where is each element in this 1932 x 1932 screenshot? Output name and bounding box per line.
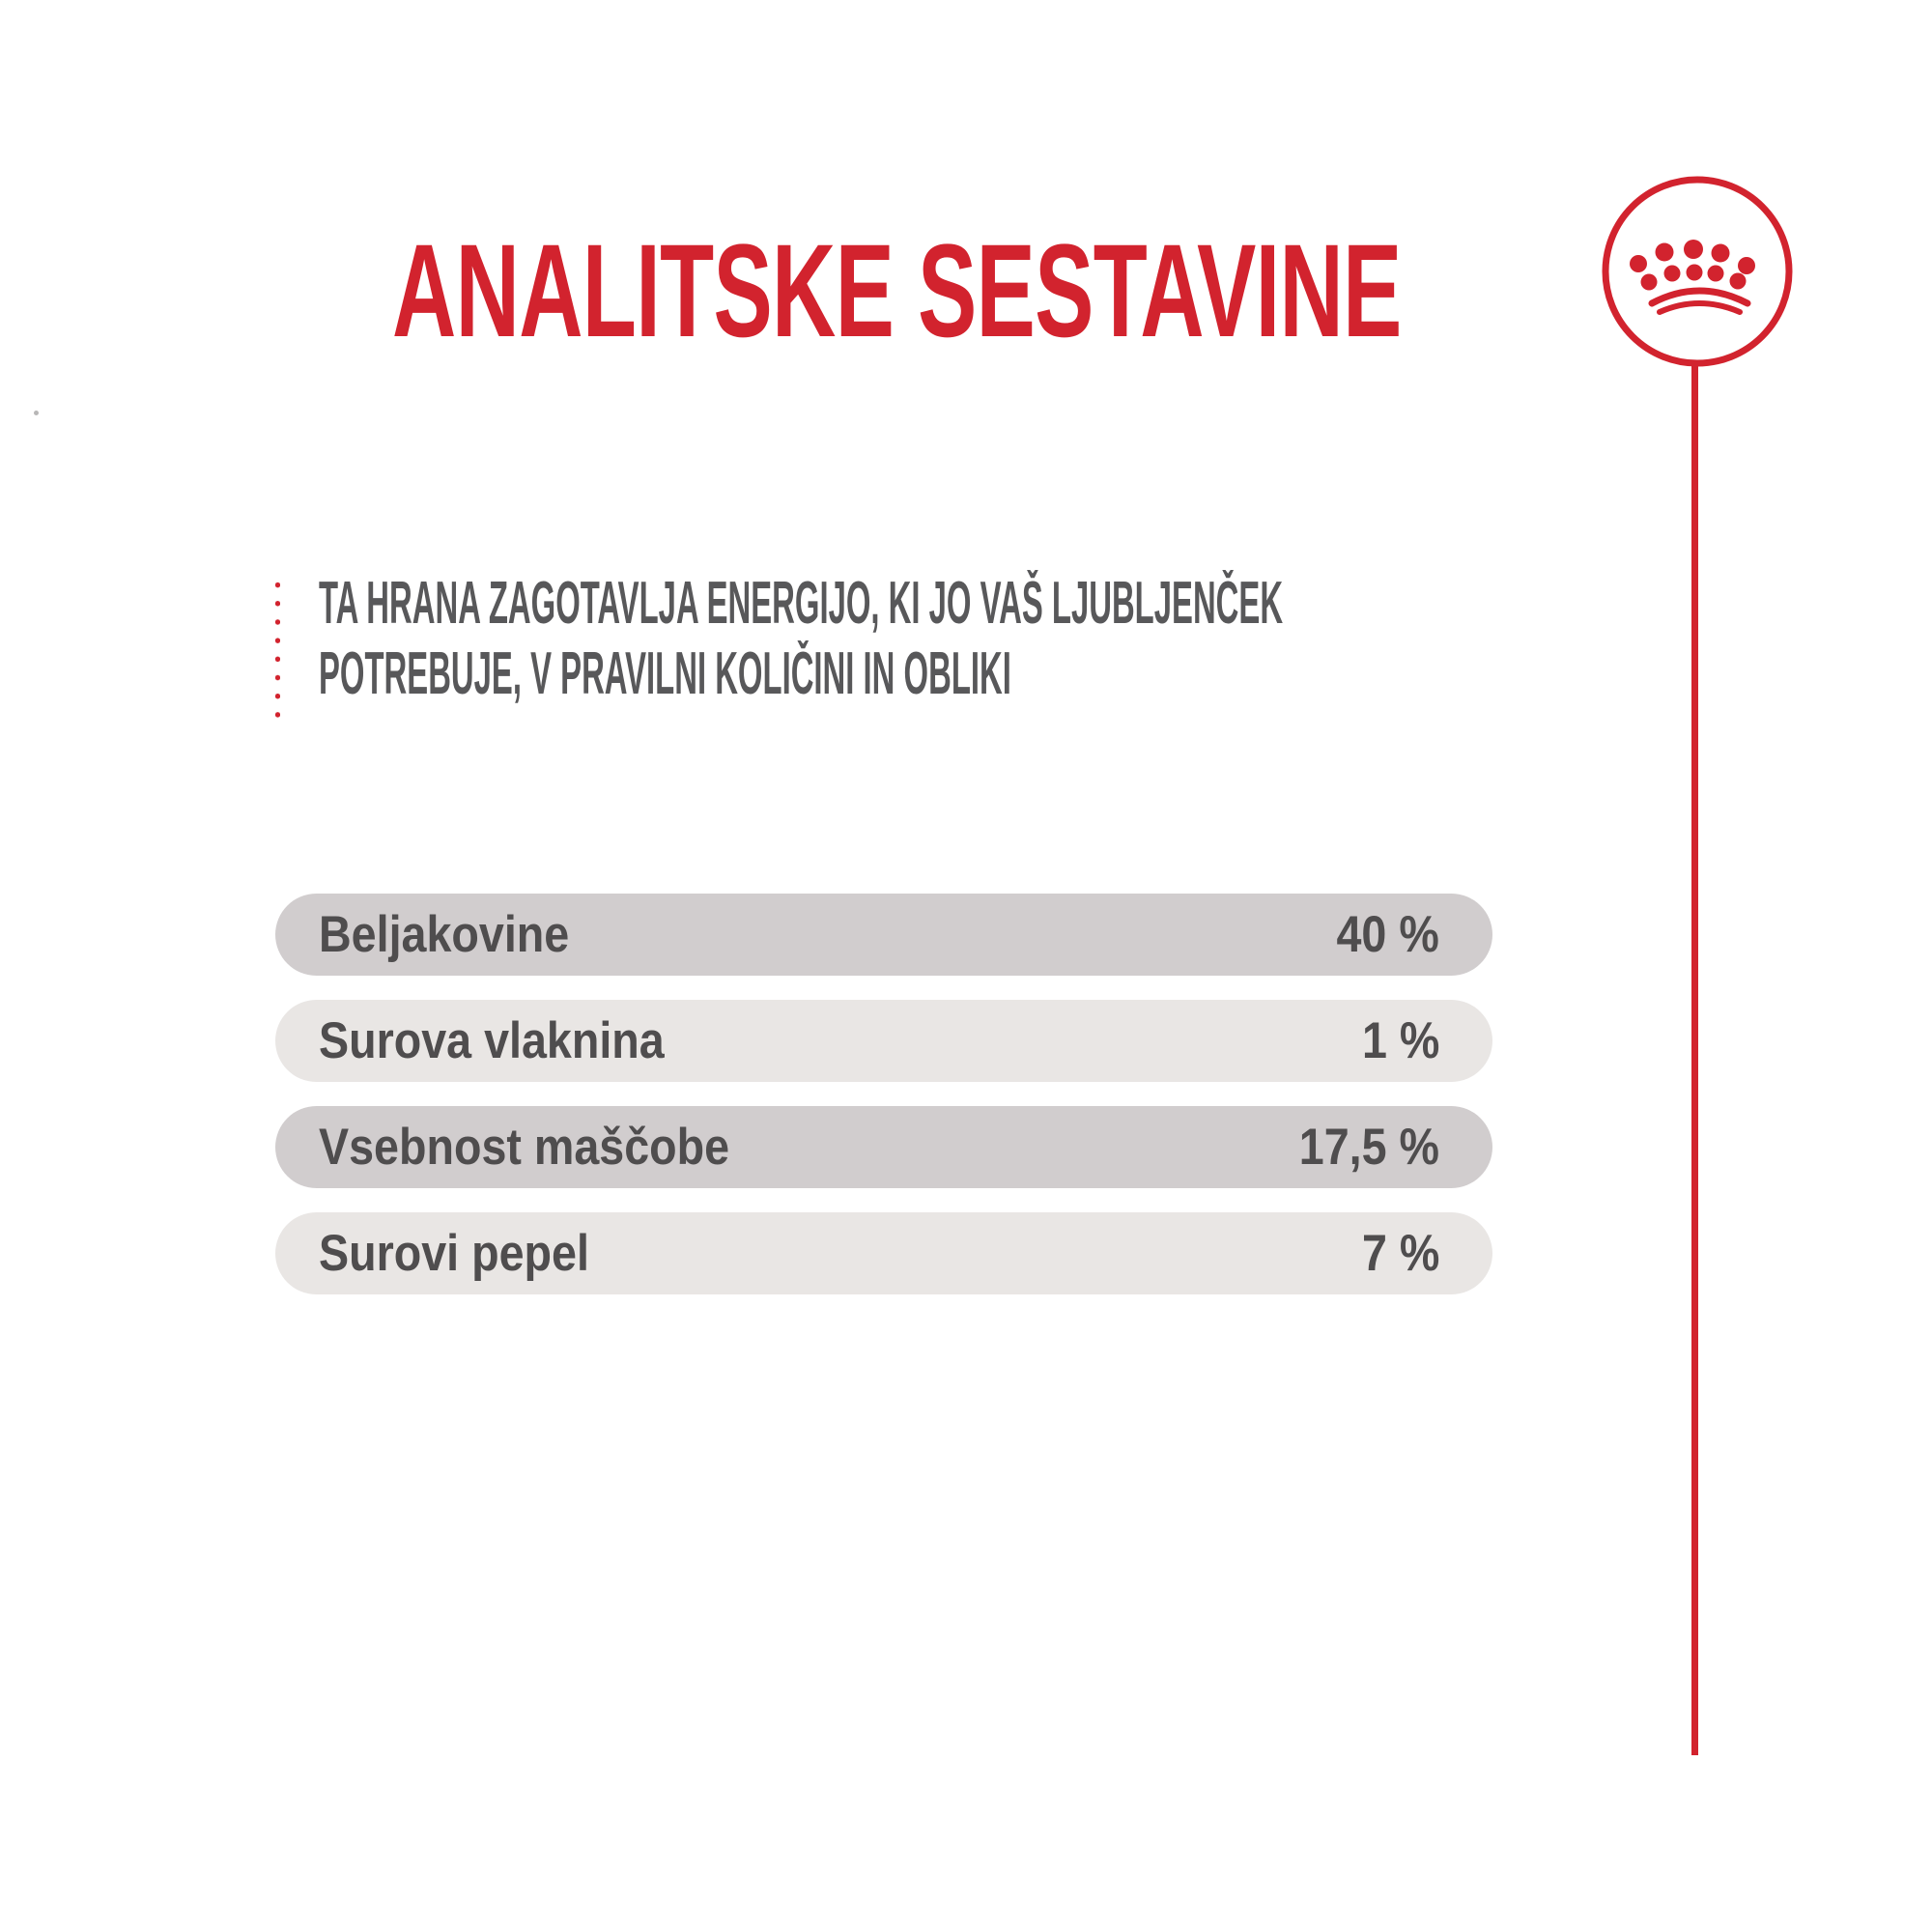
row-value: 17,5 % [1298,1119,1439,1176]
description-text [319,568,1932,709]
description-line-2: POTREBUJE, V PRAVILNI KOLIČINI IN OBLIKI [319,640,1011,707]
row-label: Beljakovine [319,906,570,963]
royal-canin-crown-icon [1601,175,1794,368]
row-label: Vsebnost maščobe [319,1119,730,1176]
row-value: 7 % [1361,1225,1439,1282]
stray-dot [34,411,39,415]
row-value: 40 % [1336,906,1439,963]
dotted-accent-line [274,576,281,723]
composition-row-vsebnost-mascobe [275,1106,1492,1188]
row-label: Surova vlaknina [319,1012,665,1069]
row-label: Surovi pepel [319,1225,589,1282]
composition-row-surova-vlaknina [275,1000,1492,1082]
description-line-1: TA HRANA ZAGOTAVLJA ENERGIJO, KI JO VAŠ LJUBLJENČEK [319,570,1284,637]
composition-row-surovi-pepel [275,1212,1492,1294]
row-value: 1 % [1361,1012,1439,1069]
composition-row-beljakovine [275,894,1492,976]
page-title: ANALITSKE SESTAVINE [392,217,1402,365]
composition-table [275,894,1492,1319]
